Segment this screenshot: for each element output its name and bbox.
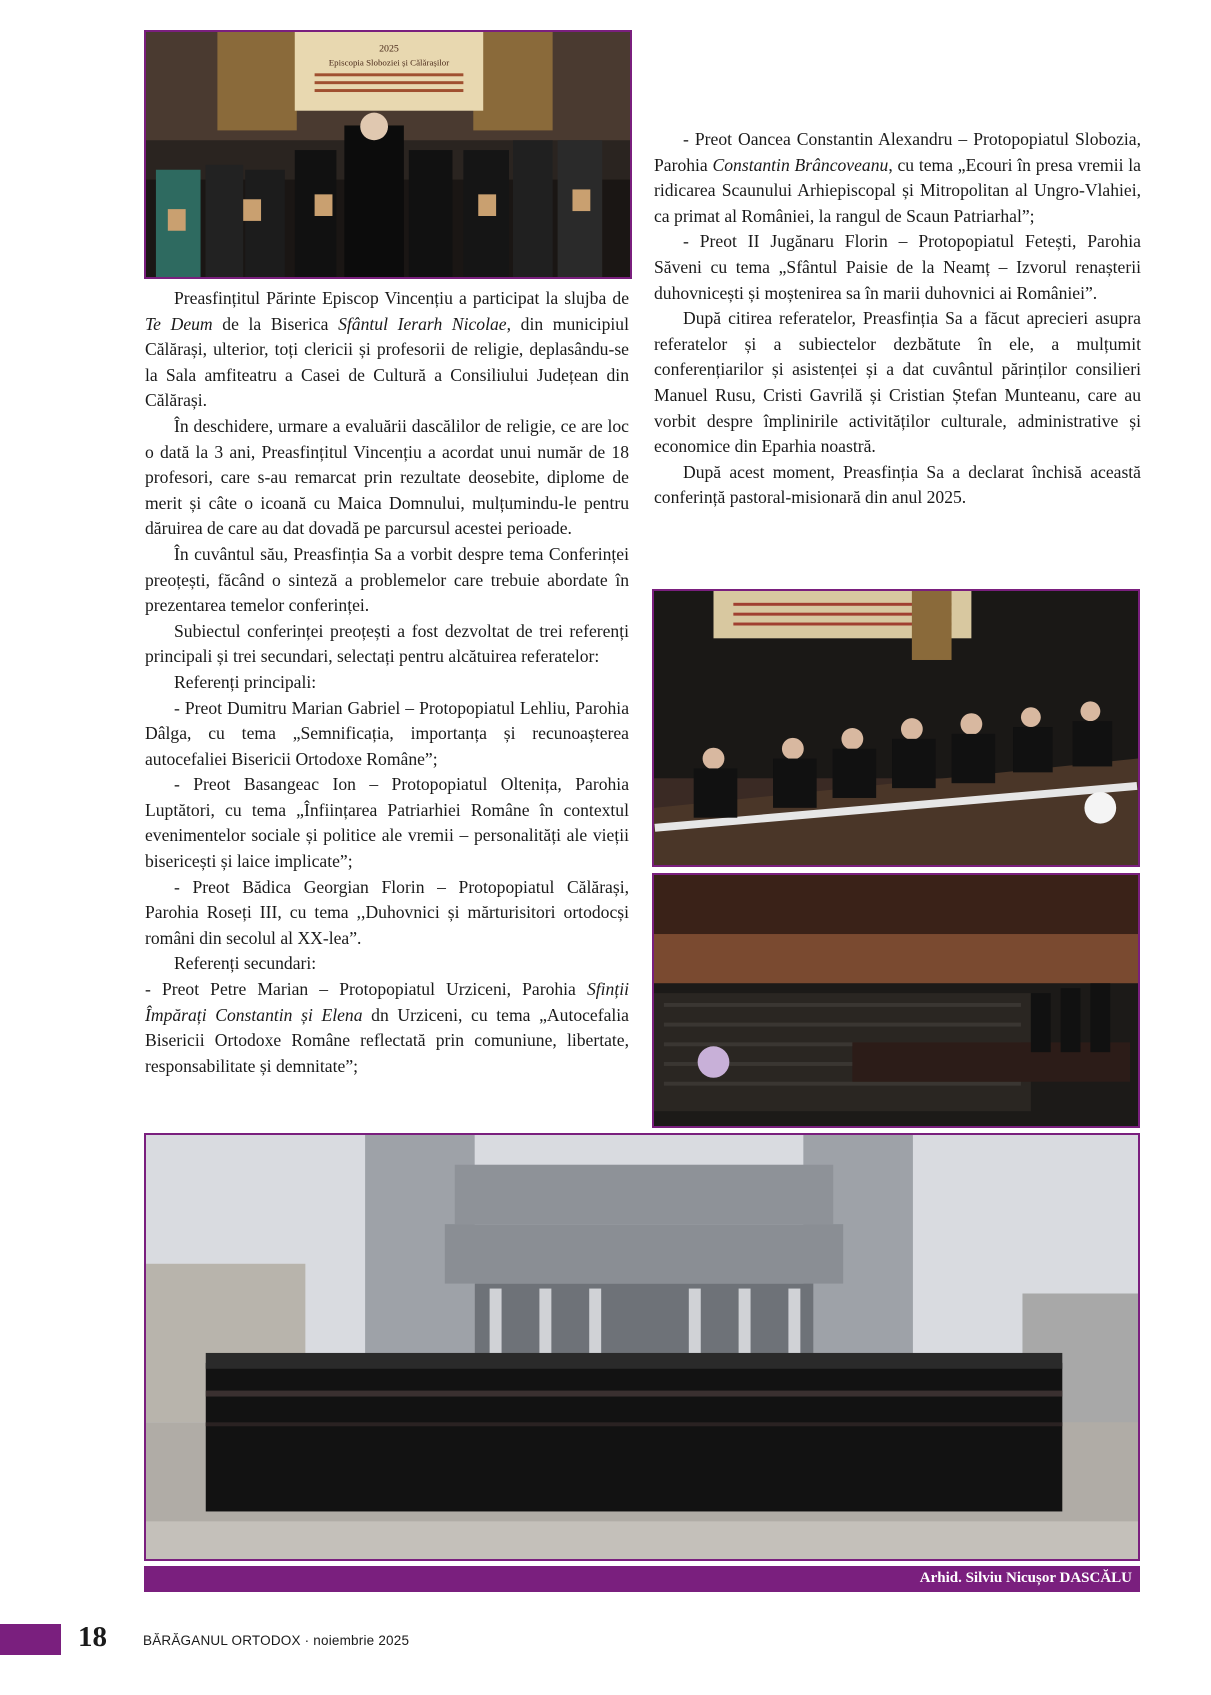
speaker-item: - Preot Petre Marian – Protopopiatul Urziceni, Parohia Sfinții Împărați Constantin și Elena dn Urziceni, cu tema „Autocefalia Bisericii Ortodoxe Române reflectată prin comuniune, libertate, responsabilitate și demnitate”; bbox=[145, 979, 629, 1076]
paragraph-speech: În cuvântul său, Preasfinția Sa a vorbit despre tema Conferinței preoțești, făcând o sinteză a problemelor care trebuie abordate în prezentarea temelor conferinței. bbox=[145, 543, 629, 616]
group-photo-image bbox=[146, 1135, 1138, 1559]
heading-main-speakers: Referenți principali: bbox=[174, 671, 317, 692]
speaker-item: - Preot Bădica Georgian Florin – Protopopiatul Călărași, Parohia Roseți III, cu tema ,,Duhovnici și mărturisitori ortodocși români din secolul al XX-lea”. bbox=[145, 876, 629, 948]
award-ceremony-image bbox=[146, 32, 630, 277]
paragraph-closing: După acest moment, Preasfinția Sa a declarat închisă această conferință pastoral-misionară din anul 2025. bbox=[654, 461, 1141, 508]
article-left-column bbox=[145, 286, 629, 1079]
publication-footer: BĂRĂGANUL ORTODOX · noiembrie 2025 bbox=[143, 1633, 410, 1648]
banner-year: 2025 bbox=[379, 43, 399, 55]
paragraph-awards: În deschidere, urmare a evaluării dascălilor de religie, ce are loc o dată la 3 ani, Preasfințitul Vincențiu a acordat unui număr de 18 profesori, care s-au remarcat prin rezultate deosebite, diplome de merit și câte o icoană cu Maica Domnului, mulțumindu-le pentru dăruirea de care au dat dovadă pe parcursul acestei perioade. bbox=[145, 415, 629, 539]
footer-accent-bar bbox=[0, 1624, 61, 1655]
photo-group bbox=[144, 1133, 1140, 1561]
photo-presidium bbox=[652, 589, 1140, 867]
paragraph-intro: Preasfințitul Părinte Episcop Vincențiu a participat la slujba de Te Deum de la Biserica Sfântul Ierarh Nicolae, din municipiul Călărași, ulterior, toți clericii și profesorii de religie, deplasându-se la Sala amfiteatru a Casei de Cultură a Consiliului Județean din Călărași. bbox=[145, 288, 629, 411]
photo-award-ceremony bbox=[144, 30, 632, 279]
speaker-item: - Preot Oancea Constantin Alexandru – Protopopiatul Slobozia, Parohia Constantin Brâncoveanu, cu tema „Ecouri în presa vremii la ridicarea Scaunului Arhiepiscopal și Mitropolitan al Ungro-Vlahiei, ca primat al României, la rangul de Scaun Patriarhal”; bbox=[654, 129, 1141, 226]
heading-secondary-speakers: Referenți secundari: bbox=[174, 953, 317, 974]
article-right-column bbox=[654, 127, 1141, 511]
paragraph-appreciation: După citirea referatelor, Preasfinția Sa a făcut aprecieri asupra referatelor și a subiectelor dezbătute în ele, a mulțumit conferențiarilor și asistenței și a dat cuvântul părinților consilieri Manuel Rusu, Cristi Gavrilă și Cristian Ștefan Munteanu, care au vorbit despre împlinirile activităților culturale, administrative și economice din Eparhia noastră. bbox=[654, 308, 1141, 457]
speaker-item: - Preot II Jugănaru Florin – Protopopiatul Fetești, Parohia Săveni cu tema „Sfântul Paisie de la Neamț – Izvorul renașterii duhovnicești și moștenirea sa în marii duhovnici ai României”. bbox=[654, 231, 1141, 303]
banner-title: Episcopia Sloboziei și Călărașilor bbox=[328, 57, 450, 68]
photo-auditorium bbox=[652, 873, 1140, 1128]
photo-credit: Arhid. Silviu Nicușor DASCĂLU bbox=[144, 1566, 1140, 1592]
page-number: 18 bbox=[78, 1621, 107, 1653]
speaker-item: - Preot Basangeac Ion – Protopopiatul Oltenița, Parohia Luptători, cu tema „Înființarea Patriarhiei Române în contextul evenimentelor sociale și politice ale vremii – personalități ale vieții bisericești și laice implicate”; bbox=[145, 774, 629, 872]
paragraph-subject: Subiectul conferinței preoțești a fost dezvoltat de trei referenți principali și trei secundari, selectați pentru alcătuirea referatelor: bbox=[145, 620, 629, 667]
presidium-image bbox=[654, 591, 1138, 865]
speaker-item: - Preot Dumitru Marian Gabriel – Protopopiatul Lehliu, Parohia Dâlga, cu tema „Semnificația, importanța și recunoașterea autocefaliei Bisericii Ortodoxe Române”; bbox=[145, 697, 629, 769]
auditorium-image bbox=[654, 875, 1138, 1126]
